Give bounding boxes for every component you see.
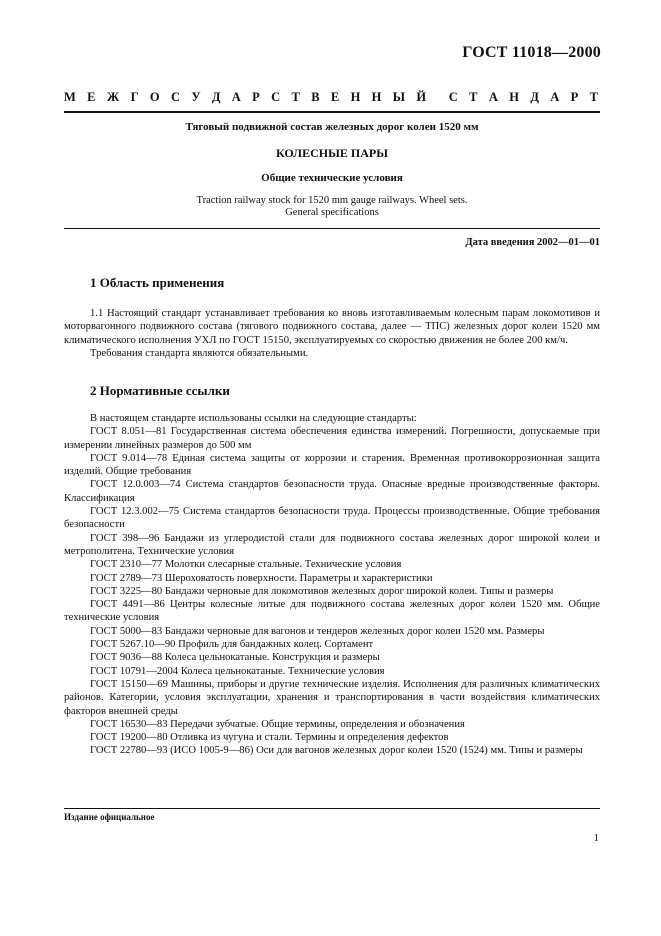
english-title-line: Traction railway stock for 1520 mm gauge railways. Wheel sets.: [196, 195, 468, 206]
banner-letter: Д: [211, 90, 221, 104]
banner-letter: Н: [350, 90, 361, 104]
paragraph: 1.1 Настоящий стандарт устанавливает требования ко вновь изготавливаемым колесным парам локомотивов и моторвагонного подвижного состава (тягового подвижного состава, далее — ТПС) железных дорог колеи 1520 мм климатического исполнения УХЛ по ГОСТ 15150, эксплуатируемых со скоростью движения не более 200 км/ч.: [64, 308, 600, 346]
reference-item: ГОСТ 22780—93 (ИСО 1005-9—86) Оси для вагонов железных дорог колеи 1520 (1524) мм. Типы и размеры: [90, 745, 583, 757]
reference-item: ГОСТ 10791—2004 Колеса цельнокатаные. Технические условия: [90, 665, 385, 677]
banner-letter: Е: [87, 90, 96, 104]
banner-letter: Г: [130, 90, 139, 104]
banner-letter: А: [231, 90, 241, 104]
banner-letter: У: [191, 90, 201, 104]
banner-letter: Ж: [106, 90, 120, 104]
document-subtitle: Общие технические условия: [261, 172, 403, 184]
page-number: 1: [593, 833, 599, 844]
english-title: [64, 195, 600, 219]
banner-letter: М: [64, 90, 76, 104]
document-subject: Тяговый подвижной состав железных дорог колеи 1520 мм: [185, 121, 479, 133]
title-rule: [64, 228, 600, 229]
section-heading-scope: 1 Область применения: [90, 275, 225, 290]
references-section-body: [64, 412, 600, 758]
official-edition-label: Издание официальное: [64, 812, 155, 822]
reference-item: ГОСТ 15150—69 Машины, приборы и другие технические изделия. Исполнения для различных климатических районов. Категории, условия эксплуатации, хранения и транспортирования в части воздействия климатических факторов внешней среды: [64, 678, 600, 717]
banner-letter: С: [170, 90, 180, 104]
paragraph: Требования стандарта являются обязательными.: [90, 347, 309, 359]
reference-item: ГОСТ 2789—73 Шероховатость поверхности. Параметры и характеристики: [90, 572, 433, 584]
reference-item: ГОСТ 12.3.002—75 Система стандартов безопасности труда. Процессы производственные. Общие требования безопасности: [64, 506, 600, 531]
reference-item: ГОСТ 5267.10—90 Профиль для бандажных колец. Сортамент: [90, 639, 374, 651]
banner-letter: Р: [570, 90, 579, 104]
banner-letter: Е: [330, 90, 340, 104]
footer-rule: [64, 808, 600, 809]
english-title-line: General specifications: [285, 207, 379, 218]
reference-item: ГОСТ 19200—80 Отливка из чугуна и стали. Термины и определения дефектов: [90, 732, 449, 744]
gost-code: ГОСТ 11018—2000: [462, 44, 601, 61]
banner-letter: Т: [589, 90, 598, 104]
reference-item: ГОСТ 16530—83 Передачи зубчатые. Общие термины, определения и обозначения: [90, 718, 465, 730]
section-heading-references: 2 Нормативные ссылки: [90, 383, 230, 398]
reference-item: ГОСТ 9036—88 Колеса цельнокатаные. Конструкция и размеры: [90, 652, 380, 664]
banner-letter: О: [149, 90, 160, 104]
reference-item: ГОСТ 3225—80 Бандажи черновые для локомотивов железных дорог широкой колеи. Типы и размеры: [90, 585, 554, 597]
banner-letter: А: [488, 90, 498, 104]
reference-item: ГОСТ 4491—86 Центры колесные литые для подвижного состава железных дорог колеи 1520 мм. Общие технические условия: [64, 599, 600, 624]
banner-letter: С: [448, 90, 458, 104]
banner-letter: Т: [469, 90, 478, 104]
reference-item: ГОСТ 5000—83 Бандажи черновые для вагонов и тендеров железных дорог колеи 1520 мм. Размеры: [90, 625, 545, 637]
banner-letter: Р: [252, 90, 260, 104]
reference-item: ГОСТ 9.014—78 Единая система защиты от коррозии и старения. Временная противокоррозионная защита изделий. Общие требования: [64, 452, 600, 478]
reference-item: ГОСТ 8.051—81 Государственная система обеспечения единства измерений. Погрешности, допускаемые при измерении линейных размеров до 500 мм: [64, 426, 600, 451]
banner-letter: Н: [509, 90, 519, 104]
reference-item: ГОСТ 398—96 Бандажи из углеродистой стали для подвижного состава железных дорог широкой колеи и метрополитена. Технические условия: [64, 532, 600, 557]
banner-letter: А: [550, 90, 560, 104]
banner-letter: Д: [530, 90, 539, 104]
banner-letter: С: [271, 90, 281, 104]
interstate-standard-banner: [64, 87, 598, 107]
banner-letter: В: [311, 90, 320, 104]
introduction-date: Дата введения 2002—01—01: [465, 237, 600, 248]
document-title: КОЛЕСНЫЕ ПАРЫ: [276, 146, 388, 160]
reference-item: ГОСТ 12.0.003—74 Система стандартов безопасности труда. Опасные вредные производственные факторы. Классификация: [64, 479, 600, 504]
banner-letter: Й: [416, 90, 427, 104]
banner-letter: Т: [291, 90, 300, 104]
header-rule: [64, 111, 600, 113]
banner-letter: Н: [371, 90, 382, 104]
banner-letter: Ы: [392, 90, 406, 104]
scope-section-body: [64, 307, 600, 360]
paragraph: В настоящем стандарте использованы ссылки на следующие стандарты:: [90, 413, 417, 424]
reference-item: ГОСТ 2310—77 Молотки слесарные стальные. Технические условия: [90, 559, 402, 571]
